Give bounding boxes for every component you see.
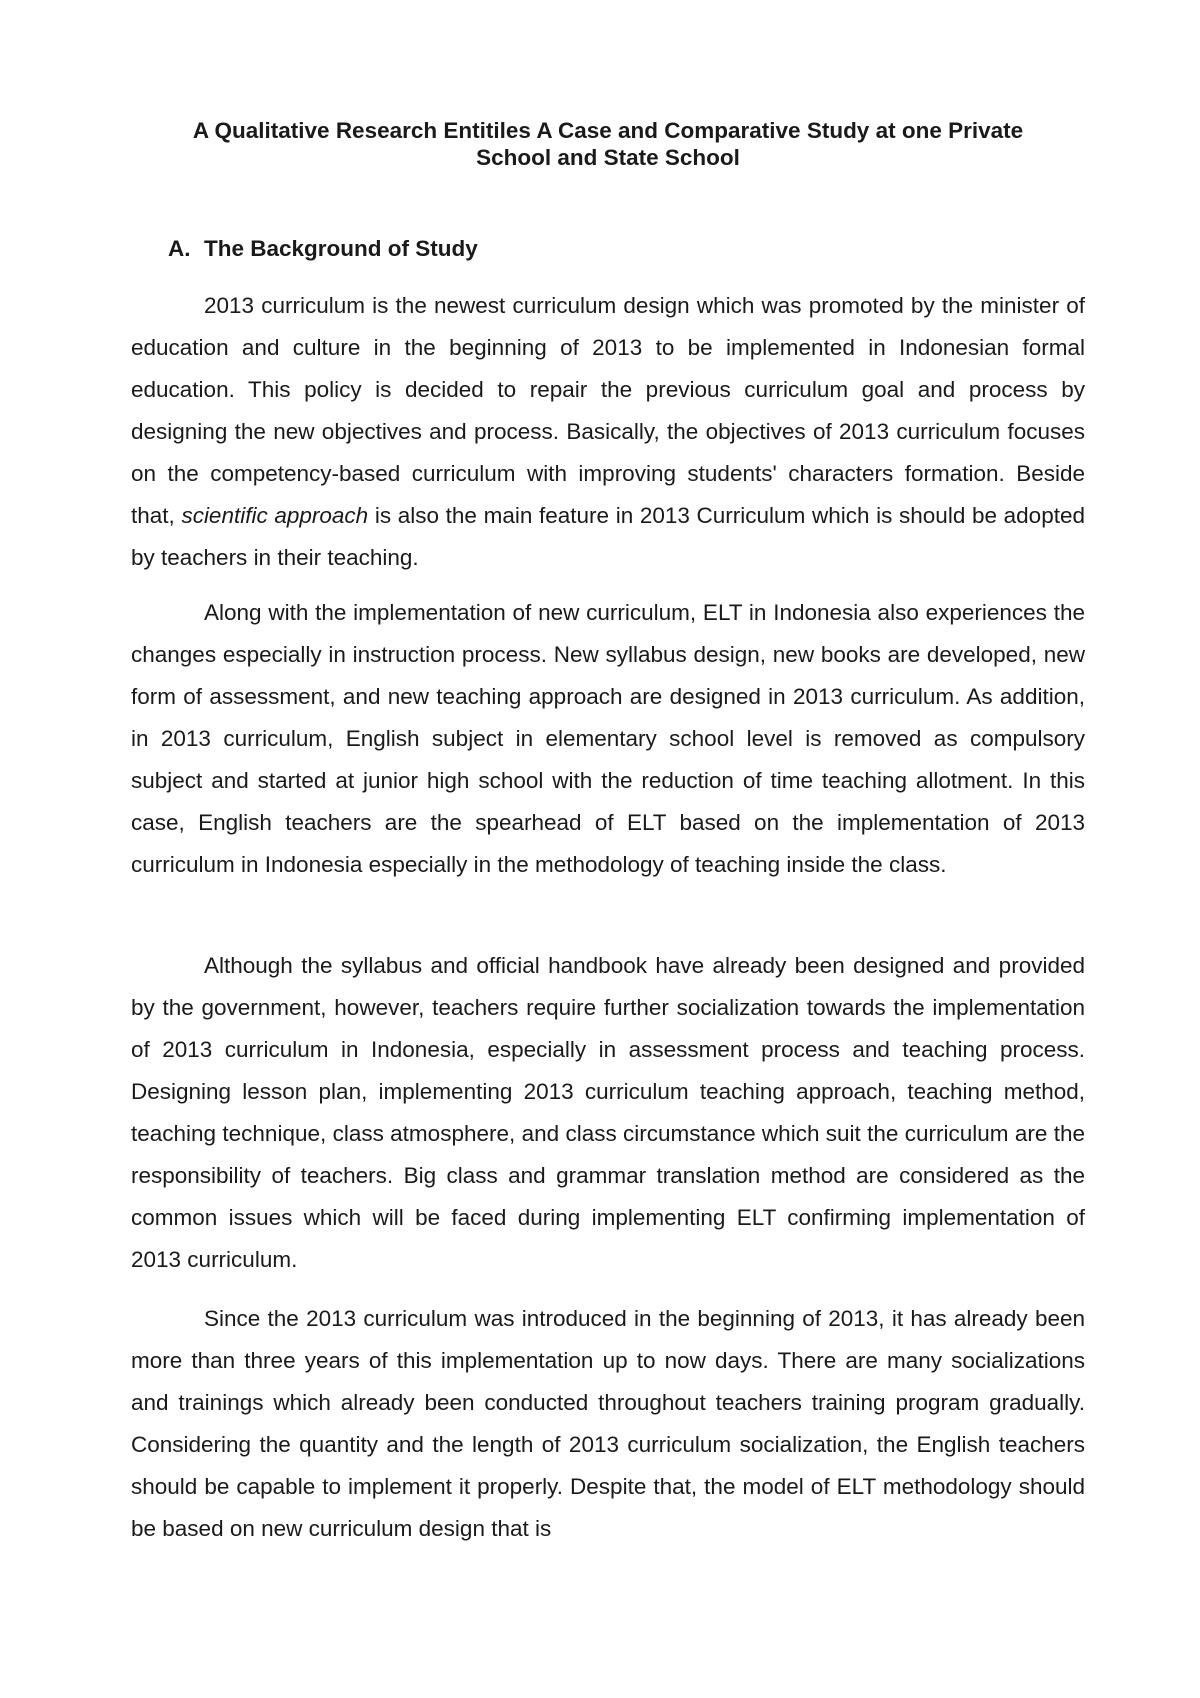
section-heading	[168, 235, 478, 263]
paragraph-1-text-a: 2013 curriculum is the newest curriculum design which was promoted by the minister of education and culture in the beginning of 2013 to be implemented in Indonesian formal education. This policy is decided to repair the previous curriculum goal and process by designing the new objectives and process. Basically, the objectives of 2013 curriculum focuses on the competency-based curriculum with improving students' characters formation. Beside that,	[131, 293, 1085, 528]
paragraph-1	[131, 285, 1085, 579]
paragraph-4: Since the 2013 curriculum was introduced in the beginning of 2013, it has already been more than three years of this implementation up to now days. There are many socializations and trainings which already been conducted throughout teachers training program gradually. Considering the quantity and the length of 2013 curriculum socialization, the English teachers should be capable to implement it properly. Despite that, the model of ELT methodology should be based on new curriculum design that is	[131, 1306, 1085, 1541]
section-marker: A.	[168, 236, 191, 261]
paragraph-1-text-b: is also the main feature in 2013 Curriculum which is should be adopted by teachers in their teaching.	[131, 503, 1085, 570]
title-line-2: School and State School	[476, 145, 740, 170]
section-heading-text: The Background of Study	[204, 236, 478, 261]
paragraph-3: Although the syllabus and official handbook have already been designed and provided by the government, however, teachers require further socialization towards the implementation of 2013 curriculum in Indonesia, especially in assessment process and teaching process. Designing lesson plan, implementing 2013 curriculum teaching approach, teaching method, teaching technique, class atmosphere, and class circumstance which suit the curriculum are the responsibility of teachers. Big class and grammar translation method are considered as the common issues which will be faced during implementing ELT confirming implementation of 2013 curriculum.	[131, 953, 1085, 1272]
paragraph-1-italic-term: scientific approach	[181, 503, 369, 528]
title-line-1: A Qualitative Research Entitiles A Case and Comparative Study at one Private	[192, 118, 1024, 143]
paragraph-2: Along with the implementation of new curriculum, ELT in Indonesia also experiences the changes especially in instruction process. New syllabus design, new books are developed, new form of assessment, and new teaching approach are designed in 2013 curriculum. As addition, in 2013 curriculum, English subject in elementary school level is removed as compulsory subject and started at junior high school with the reduction of time teaching allotment. In this case, English teachers are the spearhead of ELT based on the implementation of 2013 curriculum in Indonesia especially in the methodology of teaching inside the class.	[131, 600, 1085, 877]
document-title	[131, 117, 1085, 171]
